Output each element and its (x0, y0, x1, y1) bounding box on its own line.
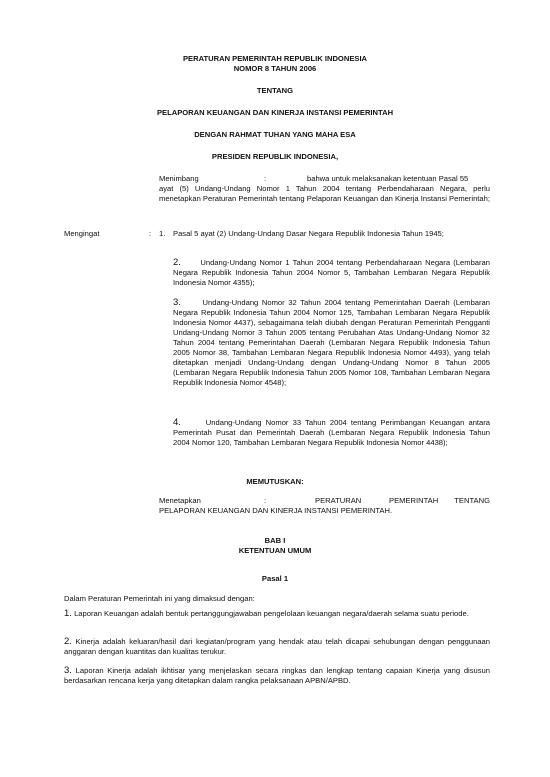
menetapkan-word-1: PERATURAN (315, 496, 362, 505)
mengingat-label: Mengingat (64, 229, 100, 238)
item-number: 1. (64, 608, 72, 619)
pasal-intro: Dalam Peraturan Pemerintah ini yang dimaksud dengan: (64, 594, 255, 603)
mengingat-item-1 (159, 229, 490, 239)
regulation-number: NOMOR 8 TAHUN 2006 (233, 64, 317, 73)
pasal-item-3 (64, 666, 490, 686)
rahmat-heading: DENGAN RAHMAT TUHAN YANG MAHA ESA (194, 130, 356, 139)
item-text: 3. Laporan Kinerja adalah ikhtisar yang menjelaskan secara ringkas dan lengkap tentang capaian Kinerja yang disusun berdasarkan rencana kerja yang ditetapkan dalam rangka pelaksanaan APBN/APBD. (64, 665, 490, 685)
menimbang-text: ayat (5) Undang-Undang Nomor 1 Tahun 2004 tentang Perbendaharaan Negara, perlu menetapkan Peraturan Pemerintah tentang Pelaporan Keuangan dan Kinerja Instansi Pemerintah; (159, 184, 490, 203)
mengingat-item-4 (173, 418, 490, 448)
tentang-heading: TENTANG (256, 86, 294, 95)
item-number: 1. (159, 229, 166, 238)
regulation-subject: PELAPORAN KEUANGAN DAN KINERJA INSTANSI PEMERINTAH (156, 108, 394, 117)
pasal-item-2 (64, 637, 490, 657)
menetapkan-colon: : (264, 496, 267, 505)
mengingat-item-2 (173, 258, 490, 288)
item-number: 2. (64, 636, 72, 647)
menetapkan-subject: PELAPORAN KEUANGAN DAN KINERJA INSTANSI PEMERINTAH. (159, 506, 393, 515)
item-number: 3. (64, 665, 72, 676)
pasal-title: Pasal 1 (261, 574, 289, 583)
bab-title: BAB I (264, 536, 286, 545)
mengingat-item-3 (173, 298, 490, 388)
regulation-title: PERATURAN PEMERINTAH REPUBLIK INDONESIA (182, 54, 368, 63)
item-number: 4. (173, 417, 181, 428)
menetapkan-label: Menetapkan (159, 496, 201, 505)
menetapkan-word-2: PEMERINTAH (389, 496, 439, 505)
presiden-heading: PRESIDEN REPUBLIK INDONESIA, (211, 152, 339, 161)
item-number: 2. (173, 257, 181, 268)
item-text: Pasal 5 ayat (2) Undang-Undang Dasar Negara Republik Indonesia Tahun 1945; (173, 229, 444, 238)
menimbang-label: Menimbang (159, 174, 199, 183)
pasal-item-1 (64, 609, 490, 619)
menimbang-colon: : (264, 174, 267, 183)
item-text: 2. Undang-Undang Nomor 1 Tahun 2004 tentang Perbendaharaan Negara (Lembaran Negara Republik Indonesia Tahun 2004 Nomor 5, Tambahan Lembaran Negara Republik Indonesia Nomor 4355); (173, 257, 490, 287)
item-number: 3. (173, 297, 181, 308)
item-text: 1. Laporan Keuangan adalah bentuk pertanggungjawaban pengelolaan keuangan negara/daerah selama suatu periode. (64, 608, 469, 619)
menimbang-text-first: bahwa untuk melaksanakan ketentuan Pasal 55 (307, 174, 469, 183)
item-text: 4. Undang-Undang Nomor 33 Tahun 2004 tentang Perimbangan Keuangan antara Pemerintah Pusat dan Pemerintah Daerah (Lembaran Negara Republik Indonesia Tahun 2004 Nomor 120, Tambahan Lembaran Negara Republik Indonesia Nomor 4438); (173, 417, 490, 447)
item-text: 2. Kinerja adalah keluaran/hasil dari kegiatan/program yang hendak atau telah dicapai sehubungan dengan penggunaan anggaran dengan kuantitas dan kualitas terukur. (64, 636, 490, 656)
memutuskan-heading: MEMUTUSKAN: (246, 477, 304, 486)
bab-subtitle: KETENTUAN UMUM (238, 546, 312, 555)
menimbang-section (159, 174, 490, 204)
mengingat-colon: : (149, 229, 152, 238)
menetapkan-word-3: TENTANG (454, 496, 490, 505)
menetapkan-line (159, 496, 490, 506)
item-text: 3. Undang-Undang Nomor 32 Tahun 2004 tentang Pemerintahan Daerah (Lembaran Negara Republik Indonesia Tahun 2004 Nomor 125, Tambahan Lembaran Negara Republik Indonesia Nomor 4437), sebagaimana telah diubah dengan Peraturan Pemerintah Pengganti Undang-Undang Nomor 3 Tahun 2005 tentang Perubahan Atas Undang-Undang Nomor 32 Tahun 2004 tentang Pemerintahan Daerah (Lembaran Negara Republik Indonesia Tahun 2005 Nomor 38, Tambahan Lembaran Negara Republik Indonesia Nomor 4493), yang telah ditetapkan menjadi Undang-Undang dengan Undang-Undang Nomor 8 Tahun 2005 (Lembaran Negara Republik Indonesia Tahun 2005 Nomor 108, Tambahan Lembaran Negara Republik Indonesia Nomor 4548); (173, 297, 490, 387)
